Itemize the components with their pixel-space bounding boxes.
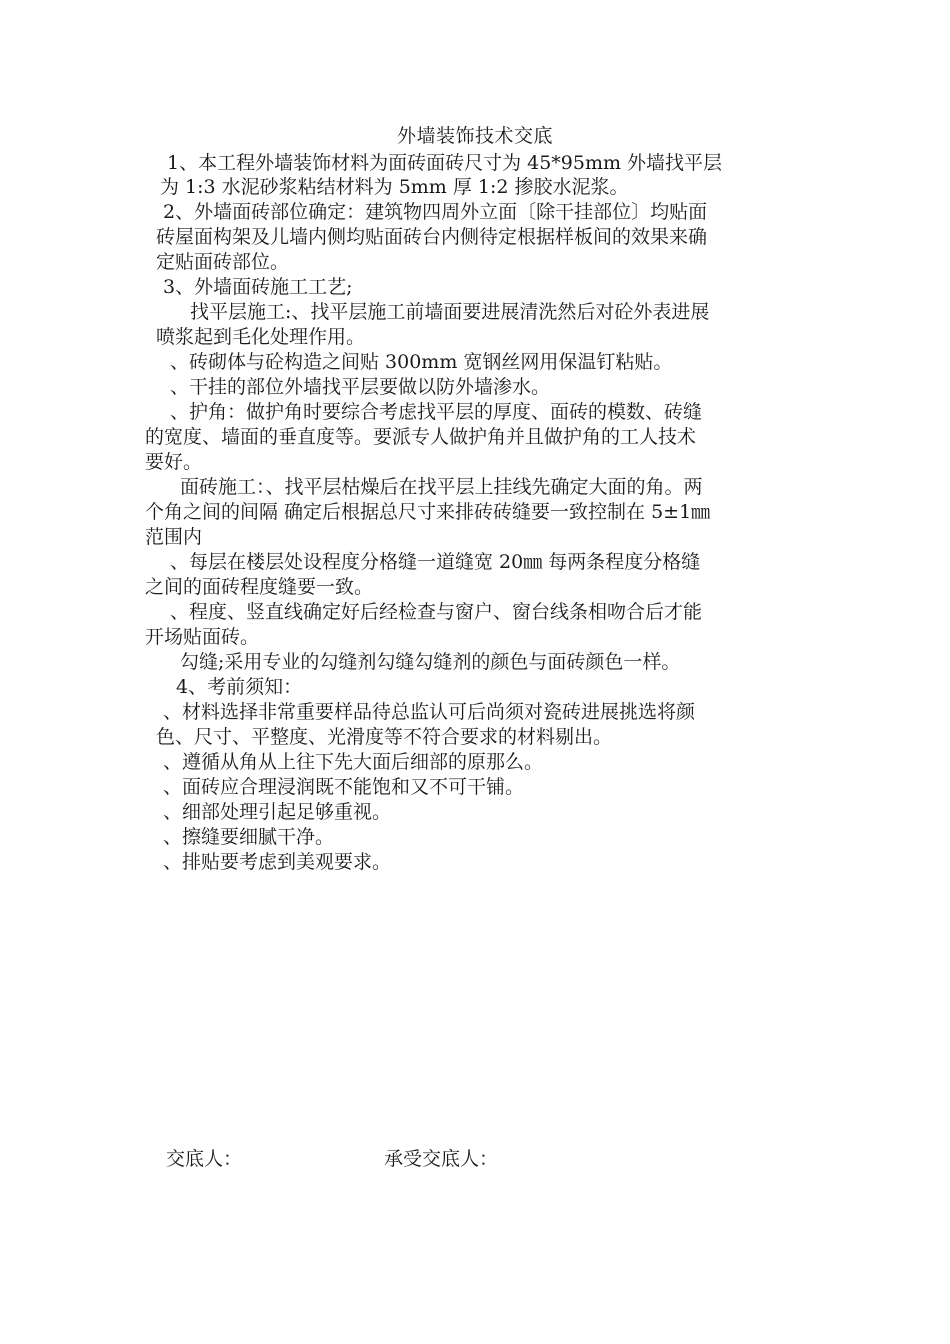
paragraph-line: 、细部处理引起足够重视。 xyxy=(163,801,392,823)
paragraph-line: 范围内 xyxy=(145,526,203,548)
paragraph-line: 的宽度、墙面的垂直度等。要派专人做护角并且做护角的工人技术 xyxy=(145,426,697,448)
paragraph-line: 1、本工程外墙装饰材料为面砖面砖尺寸为 45*95mm 外墙找平层 xyxy=(167,152,723,174)
paragraph-line: 面砖施工：、找平层枯燥后在找平层上挂线先确定大面的角。两 xyxy=(180,476,703,498)
paragraph-line: 为 1:3 水泥砂浆粘结材料为 5mm 厚 1:2 掺胶水泥浆。 xyxy=(160,176,629,198)
document-title: 外墙装饰技术交底 xyxy=(396,125,553,147)
paragraph-line: 色、尺寸、平整度、光滑度等不符合要求的材料剔出。 xyxy=(156,726,613,748)
paragraph-line: 、砖砌体与砼构造之间贴 300mm 宽钢丝网用保温钉粘贴。 xyxy=(170,351,673,373)
presenter-signature-label: 交底人： xyxy=(166,1148,243,1170)
paragraph-line: 、排贴要考虑到美观要求。 xyxy=(163,851,392,873)
paragraph-line: 喷浆起到毛化处理作用。 xyxy=(156,326,366,348)
paragraph-line: 砖屋面构架及儿墙内侧均贴面砖台内侧待定根据样板间的效果来确 xyxy=(156,226,708,248)
paragraph-line: 开场贴面砖。 xyxy=(145,626,260,648)
paragraph-line: 3、外墙面砖施工工艺; xyxy=(163,276,353,298)
paragraph-line: 、程度、竖直线确定好后经检查与窗户、窗台线条相吻合后才能 xyxy=(170,601,703,623)
paragraph-line: 找平层施工:、找平层施工前墙面要进展清洗然后对砼外表进展 xyxy=(190,301,710,323)
paragraph-line: 个角之间的间隔 确定后根据总尺寸来排砖砖缝要一致控制在 5±1㎜ xyxy=(145,501,711,523)
receiver-signature-label: 承受交底人： xyxy=(384,1148,499,1170)
paragraph-line: 、干挂的部位外墙找平层要做以防外墙渗水。 xyxy=(170,376,551,398)
paragraph-line: 、面砖应合理浸润既不能饱和又不可干铺。 xyxy=(163,776,525,798)
paragraph-line: 、护角：做护角时要综合考虑找平层的厚度、面砖的模数、砖缝 xyxy=(170,401,703,423)
paragraph-line: 4、考前须知： xyxy=(176,676,303,698)
paragraph-line: 、遵循从角从上往下先大面后细部的原那么。 xyxy=(163,751,544,773)
paragraph-line: 定贴面砖部位。 xyxy=(156,251,290,273)
paragraph-line: 、材料选择非常重要样品待总监认可后尚须对瓷砖进展挑选将颜 xyxy=(163,701,696,723)
paragraph-line: 、擦缝要细腻干净。 xyxy=(163,826,335,848)
paragraph-line: 2、外墙面砖部位确定：建筑物四周外立面〔除干挂部位〕均贴面 xyxy=(163,201,708,223)
paragraph-line: 要好。 xyxy=(145,451,203,473)
paragraph-line: 之间的面砖程度缝要一致。 xyxy=(145,576,374,598)
paragraph-line: 、每层在楼层处设程度分格缝一道缝宽 20㎜ 每两条程度分格缝 xyxy=(170,551,701,573)
paragraph-line: 勾缝;采用专业的勾缝剂勾缝勾缝剂的颜色与面砖颜色一样。 xyxy=(180,651,681,673)
